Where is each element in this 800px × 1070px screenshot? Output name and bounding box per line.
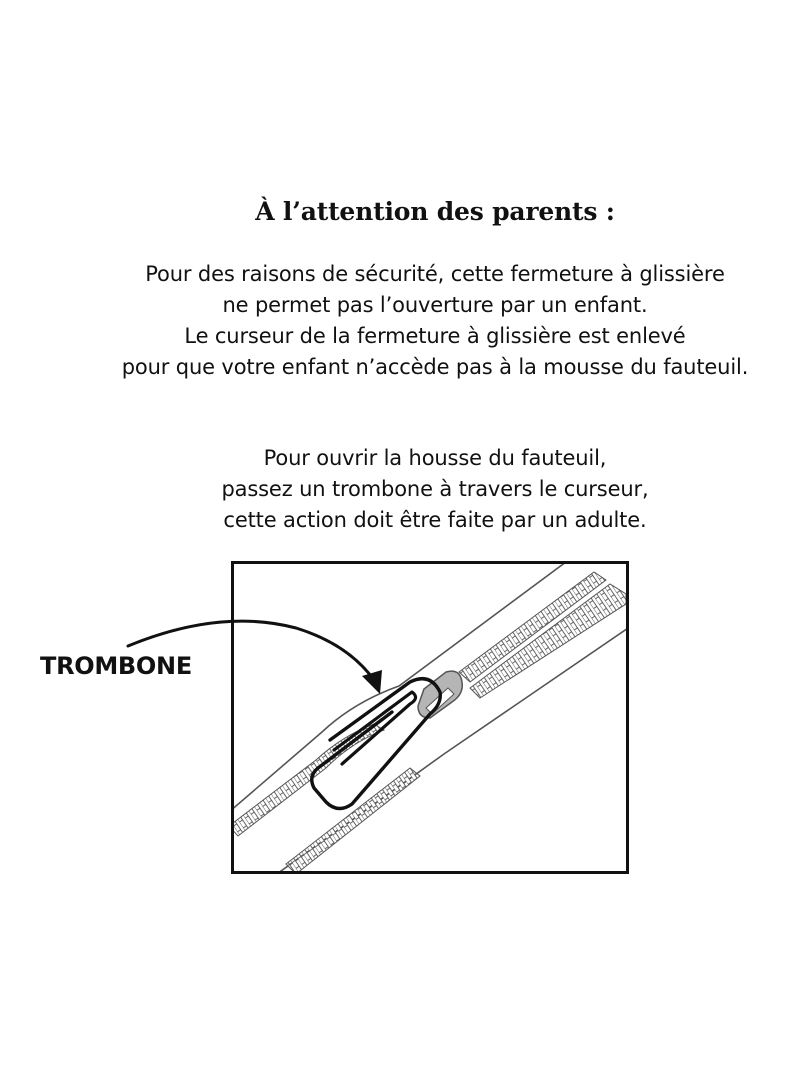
paragraph-1-line-2: ne permet pas l’ouverture par un enfant. [222, 293, 648, 317]
trombone-callout-label: TROMBONE [40, 652, 192, 680]
paragraph-2-line-3: cette action doit être faite par un adulte. [223, 508, 647, 532]
paragraph-1-line-1: Pour des raisons de sécurité, cette fermeture à glissière [145, 262, 725, 286]
paragraph-1-line-4: pour que votre enfant n’accède pas à la mousse du fauteuil. [121, 355, 749, 379]
notice-paragraph-2 [0, 443, 800, 536]
notice-title: À l’attention des parents : [255, 197, 615, 226]
paragraph-2-line-1: Pour ouvrir la housse du fauteuil, [263, 446, 607, 470]
paragraph-2-line-2: passez un trombone à travers le curseur, [221, 477, 649, 501]
notice-paragraph-1 [0, 259, 800, 383]
paragraph-1-line-3: Le curseur de la fermeture à glissière est enlevé [184, 324, 686, 348]
zipper-illustration [231, 561, 629, 874]
zipper-tape-joined-b [470, 584, 626, 698]
zipper-icon [234, 564, 626, 871]
